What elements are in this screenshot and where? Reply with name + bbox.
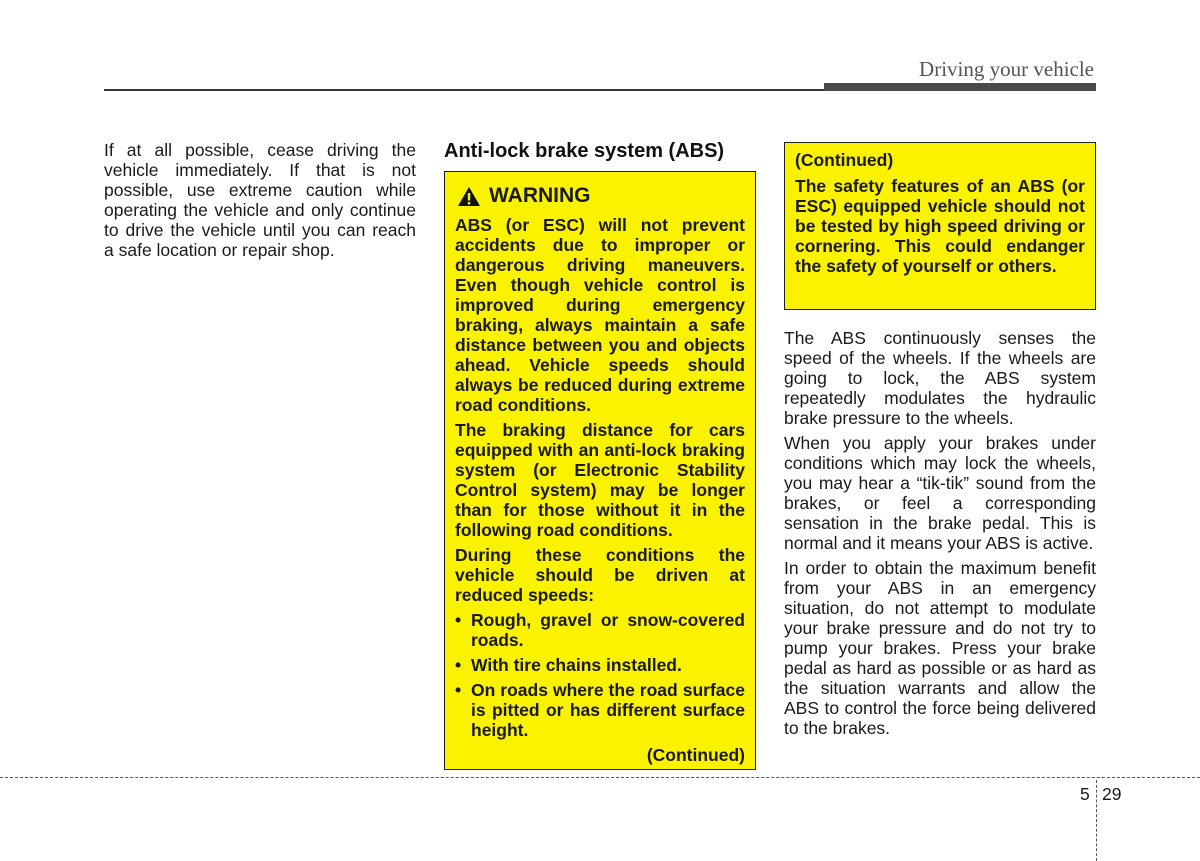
page-number: 29 xyxy=(1102,784,1122,804)
body-paragraph: When you apply your brakes under conditions which may lock the wheels, you may hear a “tik-tik” sound from the brakes, or feel a corresponding sensation in the brake pedal. This is normal and it means your ABS is active. xyxy=(784,433,1096,553)
body-paragraph: The ABS continuously senses the speed of the wheels. If the wheels are going to lock, the ABS system repeatedly modulates the hydraulic brake pressure to the wheels. xyxy=(784,328,1096,428)
chapter-number: 5 xyxy=(1080,784,1090,804)
warning-paragraph: ABS (or ESC) will not prevent accidents due to improper or dangerous driving maneuvers. Even though vehicle control is improved during emergency braking, always maintain a safe distance between you and objects ahead. Vehicle speeds should always be reduced during extreme road conditions. xyxy=(455,215,745,415)
footer-dashed-rule xyxy=(0,777,1200,778)
warning-triangle-icon xyxy=(457,186,481,207)
warning-title-row xyxy=(457,183,745,209)
footer-page-divider xyxy=(1096,780,1097,861)
warning-box xyxy=(444,171,756,770)
warning-continued-box xyxy=(784,142,1096,310)
abs-description xyxy=(784,328,1096,743)
warning-paragraph: The braking distance for cars equipped with an anti-lock braking system (or Electronic Stability Control system) may be longer than for those without it in the following road conditions. xyxy=(455,420,745,540)
list-item: • Rough, gravel or snow-covered roads. xyxy=(455,610,745,650)
warning-continued-label: (Continued) xyxy=(646,745,745,765)
intro-paragraph: If at all possible, cease driving the vehicle immediately. If that is not possible, use extreme caution while operating the vehicle and only continue to drive the vehicle until you can reach a safe location or repair shop. xyxy=(104,140,416,260)
header-rule xyxy=(104,89,824,91)
list-item: • On roads where the road surface is pitted or has different surface height. xyxy=(455,680,745,740)
body-paragraph: In order to obtain the maximum benefit from your ABS in an emergency situation, do not attempt to modulate your brake pressure and do not try to pump your brakes. Press your brake pedal as hard as possible or as hard as the situation warrants and allow the ABS to control the force being delivered to the brakes. xyxy=(784,558,1096,738)
list-item: • With tire chains installed. xyxy=(455,655,745,675)
section-header-title: Driving your vehicle xyxy=(919,57,1094,81)
section-heading: Anti-lock brake system (ABS) xyxy=(444,140,725,162)
warning-paragraph: During these conditions the vehicle should be driven at reduced speeds: xyxy=(455,545,745,605)
warning-conditions-list xyxy=(455,610,745,740)
warning-title: WARNING xyxy=(489,184,591,207)
warning-paragraph: The safety features of an ABS (or ESC) equipped vehicle should not be tested by high speed driving or cornering. This could endanger the safety of yourself or others. xyxy=(795,176,1085,276)
header-rule-accent xyxy=(824,83,1096,91)
continued-label: (Continued) xyxy=(795,150,894,170)
